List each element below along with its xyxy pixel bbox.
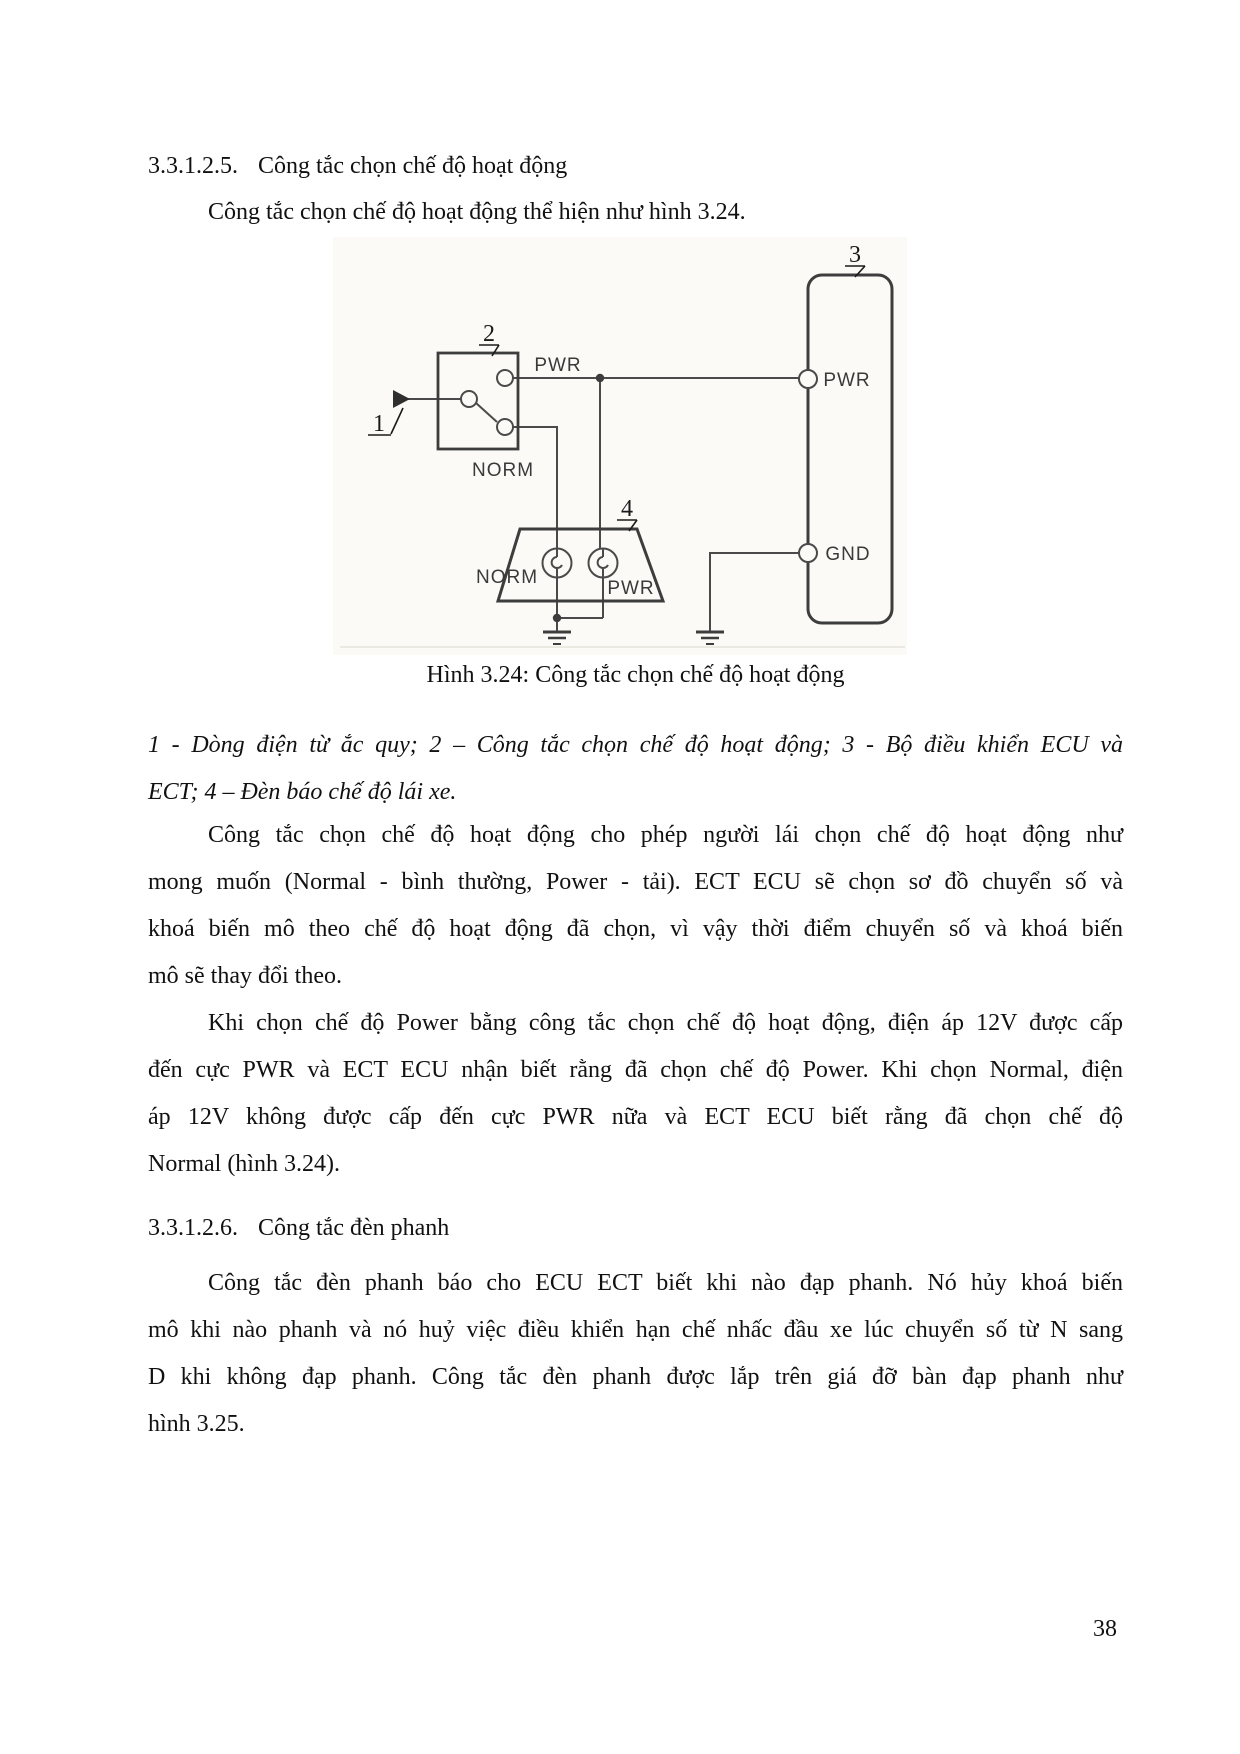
section-number: 3.3.1.2.6.	[148, 1215, 238, 1241]
svg-text:1: 1	[373, 411, 385, 437]
svg-text:4: 4	[621, 496, 633, 522]
ecu-gnd-label: GND	[825, 544, 871, 565]
text-line: 1 - Dòng điện từ ắc quy; 2 – Công tắc chọn chế độ hoạt động; 3 - Bộ điều khiển ECU và	[148, 732, 1123, 758]
section-title: Công tắc đèn phanh	[258, 1215, 450, 1241]
text-line: đến cực PWR và ECT ECU nhận biết rằng đã chọn chế độ Power. Khi chọn Normal, điện	[148, 1057, 1123, 1083]
svg-text:3: 3	[849, 242, 861, 268]
lamp-norm-label: NORM	[475, 567, 539, 588]
text-line: mô sẽ thay đổi theo.	[148, 963, 342, 989]
ecu-gnd-terminal	[799, 544, 817, 562]
switch-pwr-contact	[497, 370, 513, 386]
text-line: khoá biến mô theo chế độ hoạt động đã chọn, vì vậy thời điểm chuyển số và khoá biến	[148, 916, 1123, 942]
figure-legend	[148, 722, 1123, 816]
pwr-lamp-icon	[589, 549, 618, 578]
section-title: Công tắc chọn chế độ hoạt động	[258, 153, 568, 179]
intro-paragraph: Công tắc chọn chế độ hoạt động thể hiện như hình 3.24.	[208, 199, 746, 225]
switch-input-contact	[461, 391, 477, 407]
text-line: Normal (hình 3.24).	[148, 1151, 340, 1177]
svg-text:2: 2	[483, 321, 495, 347]
page-number: 38	[1093, 1616, 1117, 1642]
text-line: Công tắc chọn chế độ hoạt động cho phép người lái chọn chế độ hoạt động như	[208, 822, 1123, 848]
junction-dot	[553, 614, 561, 622]
text-line: mô khi nào phanh và nó huỷ việc điều khiển hạn chế nhấc đầu xe lúc chuyển số từ N sang	[148, 1317, 1123, 1343]
text-line: hình 3.25.	[148, 1411, 245, 1437]
text-line: ECT; 4 – Đèn báo chế độ lái xe.	[148, 779, 457, 805]
text-line: mong muốn (Normal - bình thường, Power - tải). ECT ECU sẽ chọn sơ đồ chuyển số và	[148, 869, 1123, 895]
body-paragraph-3	[148, 1260, 1123, 1448]
section-heading-2	[148, 1212, 1123, 1244]
figure-diagram	[330, 235, 910, 660]
ecu-pwr-terminal	[799, 370, 817, 388]
section-number: 3.3.1.2.5.	[148, 153, 238, 179]
switch-norm-label: NORM	[471, 460, 535, 481]
text-line: Khi chọn chế độ Power bằng công tắc chọn chế độ hoạt động, điện áp 12V được cấp	[208, 1010, 1123, 1036]
norm-lamp-icon	[543, 549, 572, 578]
body-paragraph-2	[148, 1000, 1123, 1188]
text-line: Công tắc đèn phanh báo cho ECU ECT biết khi nào đạp phanh. Nó hủy khoá biến	[208, 1270, 1123, 1296]
body-paragraph-1	[148, 812, 1123, 1000]
switch-pwr-label: PWR	[534, 355, 582, 376]
junction-dot	[596, 374, 604, 382]
switch-norm-contact	[497, 419, 513, 435]
text-line: D khi không đạp phanh. Công tắc đèn phanh được lắp trên giá đỡ bàn đạp phanh như	[148, 1364, 1123, 1390]
text-line: áp 12V không được cấp đến cực PWR nữa và ECT ECU biết rằng đã chọn chế độ	[148, 1104, 1123, 1130]
lamp-pwr-label: PWR	[607, 578, 655, 599]
figure-caption: Hình 3.24: Công tắc chọn chế độ hoạt động	[426, 662, 845, 688]
ecu-pwr-label: PWR	[823, 370, 871, 391]
section-heading-1	[148, 150, 1123, 182]
